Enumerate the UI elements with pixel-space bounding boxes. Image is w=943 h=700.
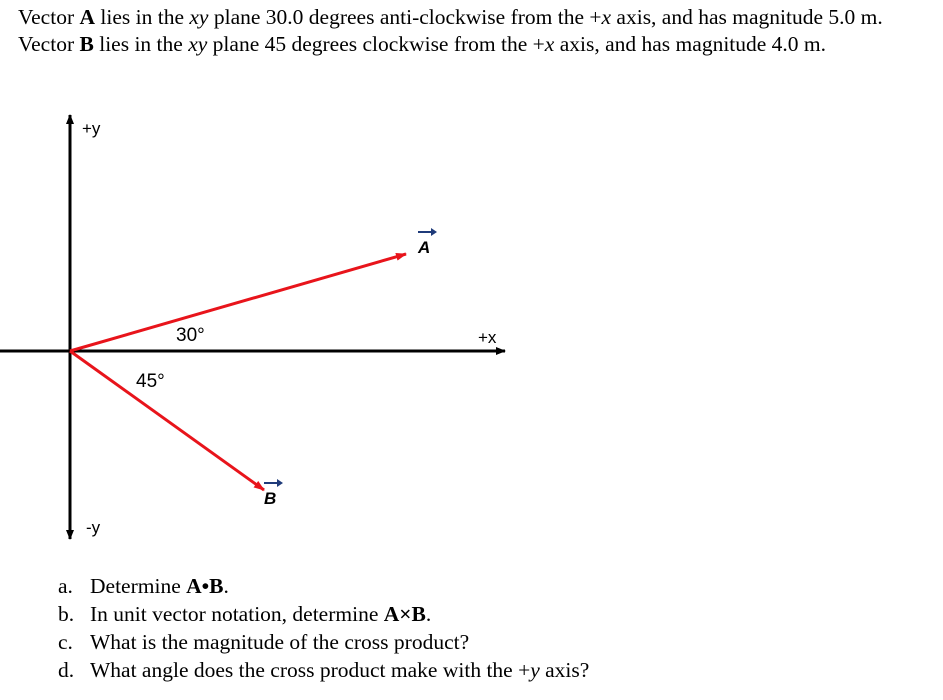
vector-a-text-1: lies in the bbox=[95, 5, 190, 29]
vector-a-label-arrowhead-icon bbox=[431, 228, 437, 236]
vector-b-text-1: lies in the bbox=[93, 32, 189, 56]
question-list bbox=[58, 572, 589, 684]
question-expression: A•B bbox=[186, 574, 224, 598]
question-b bbox=[58, 600, 589, 628]
question-text-end: . bbox=[223, 574, 229, 598]
question-c bbox=[58, 628, 589, 656]
angle-a-label: 30° bbox=[176, 325, 205, 346]
question-letter: c. bbox=[58, 630, 73, 654]
vector-a-name: A bbox=[79, 5, 96, 29]
vector-b-name: B bbox=[79, 32, 94, 56]
vector-a-prefix: Vector bbox=[18, 5, 80, 29]
question-expression: A×B bbox=[383, 602, 426, 626]
vector-b-label: B bbox=[264, 489, 277, 508]
vector-a-plane: xy bbox=[189, 5, 209, 29]
vector-b-prefix: Vector bbox=[18, 32, 80, 56]
vector-a-label: A bbox=[418, 238, 431, 257]
vector-b-axis: x bbox=[544, 32, 555, 56]
vector-b-suffix: axis, and has magnitude 4.0 m. bbox=[554, 32, 827, 56]
neg-y-label: -y bbox=[86, 518, 101, 537]
question-text-end: y axis? bbox=[530, 658, 590, 682]
question-text: What is the magnitude of the cross product? bbox=[90, 630, 470, 654]
vector-a-text-2: plane 30.0 degrees anti-clockwise from the + bbox=[208, 5, 602, 29]
question-letter: a. bbox=[58, 574, 73, 598]
vector-a-suffix: axis, and has magnitude 5.0 m. bbox=[611, 5, 883, 29]
question-text: What angle does the cross product make with the + bbox=[90, 658, 531, 682]
vector-a-axis: x bbox=[601, 5, 612, 29]
pos-y-label: +y bbox=[82, 119, 101, 138]
question-d bbox=[58, 656, 589, 684]
question-text: In unit vector notation, determine bbox=[90, 602, 384, 626]
pos-x-label: +x bbox=[478, 328, 497, 347]
question-letter: d. bbox=[58, 658, 75, 682]
question-text: Determine bbox=[90, 574, 187, 598]
angle-b-label: 45° bbox=[136, 371, 165, 392]
vector-b-plane: xy bbox=[188, 32, 208, 56]
vector-b-label-arrowhead-icon bbox=[277, 479, 283, 487]
vector-b-arrow bbox=[70, 351, 264, 490]
vector-a-arrow bbox=[70, 254, 406, 351]
question-text-end: . bbox=[425, 602, 432, 626]
vector-b-text-2: plane 45 degrees clockwise from the + bbox=[207, 32, 545, 56]
question-letter: b. bbox=[58, 602, 75, 626]
question-a bbox=[58, 572, 589, 600]
